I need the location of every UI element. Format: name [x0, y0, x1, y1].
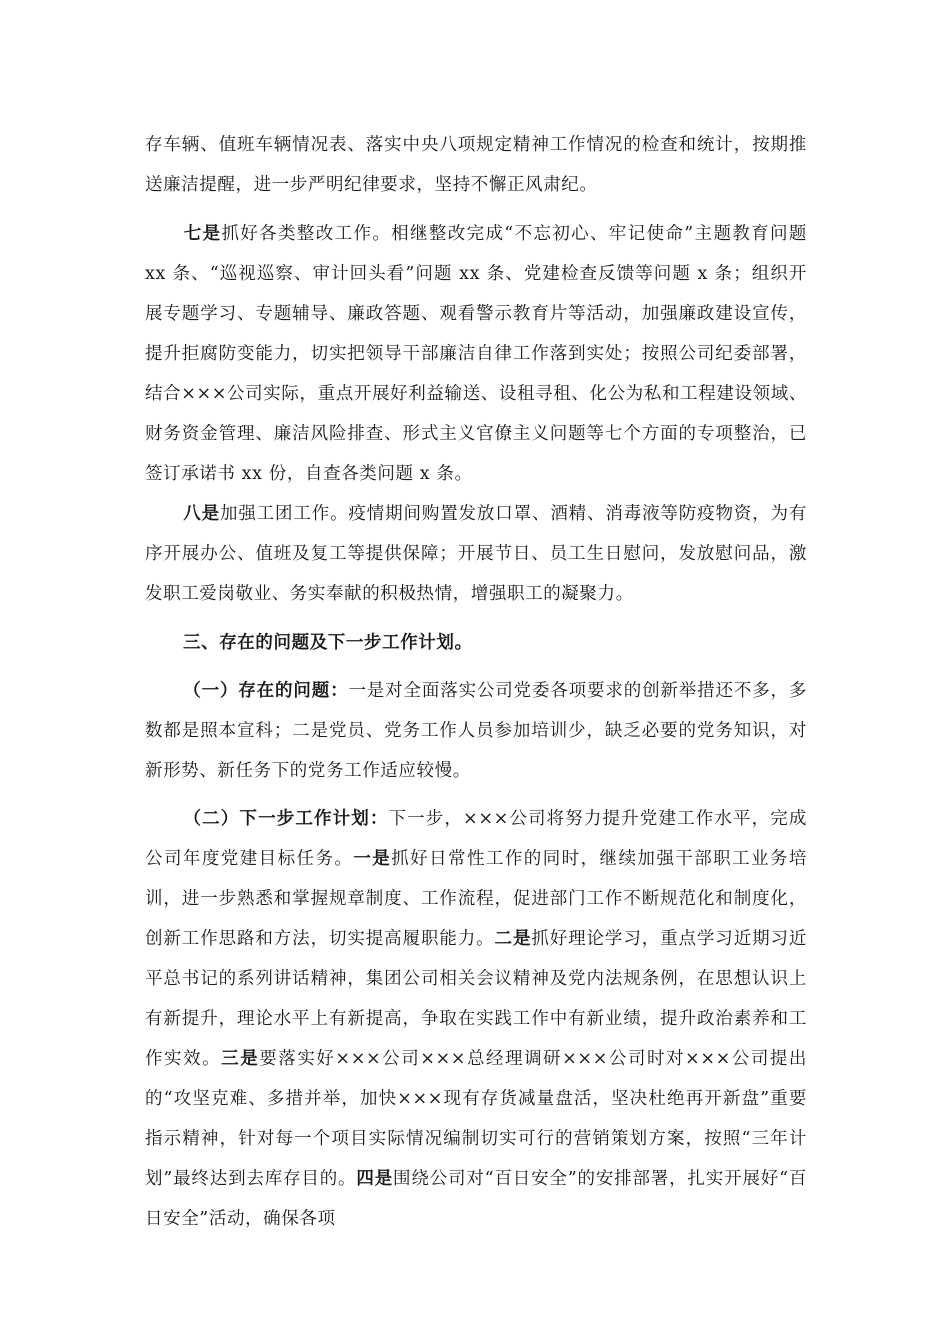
paragraph-item-7: [145, 214, 807, 494]
plan-lead: （二）下一步工作计划：: [183, 809, 389, 829]
plan-text-1: 抓好日常性工作的同时，继续加强干部职工业务培训，进一步熟悉和掌握规章制度、工作流程，促进部门工作不断规范化和制度化，创新工作思路和方法，切实提高履职能力。: [145, 849, 808, 949]
problems-text: 一是对全面落实公司党委各项要求的创新举措还不多，多数都是照本宣科；二是党员、党务工作人员参加培训少，缺乏必要的党务知识，对新形势、新任务下的党务工作适应较慢。: [145, 681, 808, 781]
plan-lead-3: 三是: [221, 1049, 260, 1069]
plan-text-a: 下一步，×××公司将努力提升党建工作水平，完成公司年度党建目标任务。: [145, 809, 807, 869]
plan-text-3: 要落实好×××公司×××总经理调研×××公司时对×××公司提出的“攻坚克难、多措并举，加快×××现有存货减量盘活，坚决杜绝再开新盘”重要指示精神，针对每一个项目实际情况编制切实可行的营销策划方案，按照“三年计划”最终达到去库存目的。: [145, 1049, 808, 1189]
plan-text-4: 围绕公司对“百日安全”的安排部署，扎实开展好“百日安全”活动，确保各项: [145, 1169, 807, 1229]
paragraph-text: 存车辆、值班车辆情况表、落实中央八项规定精神工作情况的检查和统计，按期推送廉洁提醒，进一步严明纪律要求，坚持不懈正风肃纪。: [145, 135, 807, 195]
problems-lead: （一）存在的问题：: [183, 681, 349, 701]
section-3-heading: 三、存在的问题及下一步工作计划。: [183, 633, 473, 653]
paragraph-problems: [145, 671, 807, 791]
item-7-lead: 七是: [183, 224, 222, 244]
paragraph-continuation: [145, 125, 807, 205]
item-7-text: 抓好各类整改工作。相继整改完成“不忘初心、牢记使命”主题教育问题 xx 条、“巡视巡察、审计回头看”问题 xx 条、党建检查反馈等问题 x 条；组织开展专题学习、专题辅导、廉政答题、观看警示教育片等活动，加强廉政建设宣传，提升拒腐防变能力，切实把领导干部廉洁自律工作落到实处；按照公司纪委部署，结合×××公司实际，重点开展好利益输送、设租寻租、化公为私和工程建设领域、财务资金管理、廉洁风险排查、形式主义官僚主义问题等七个方面的专项整治，已签订承诺书 xx 份，自查各类问题 x 条。: [145, 224, 807, 484]
plan-lead-1: 一是: [353, 849, 392, 869]
paragraph-item-8: [145, 494, 807, 614]
plan-lead-4: 四是: [356, 1169, 394, 1189]
item-8-text: 加强工团工作。疫情期间购置发放口罩、酒精、消毒液等防疫物资，为有序开展办公、值班及复工等提供保障；开展节日、员工生日慰问，发放慰问品，激发职工爱岗敬业、务实奉献的积极热情，增强职工的凝聚力。: [145, 504, 808, 604]
plan-text-2: 抓好理论学习，重点学习近期习近平总书记的系列讲话精神，集团公司相关会议精神及党内法规条例，在思想认识上有新提升，理论水平上有新提高，争取在实践工作中有新业绩，提升政治素养和工作实效。: [145, 929, 807, 1069]
plan-lead-2: 二是: [494, 929, 532, 949]
paragraph-plan: [145, 799, 807, 1239]
item-8-lead: 八是: [183, 504, 220, 524]
